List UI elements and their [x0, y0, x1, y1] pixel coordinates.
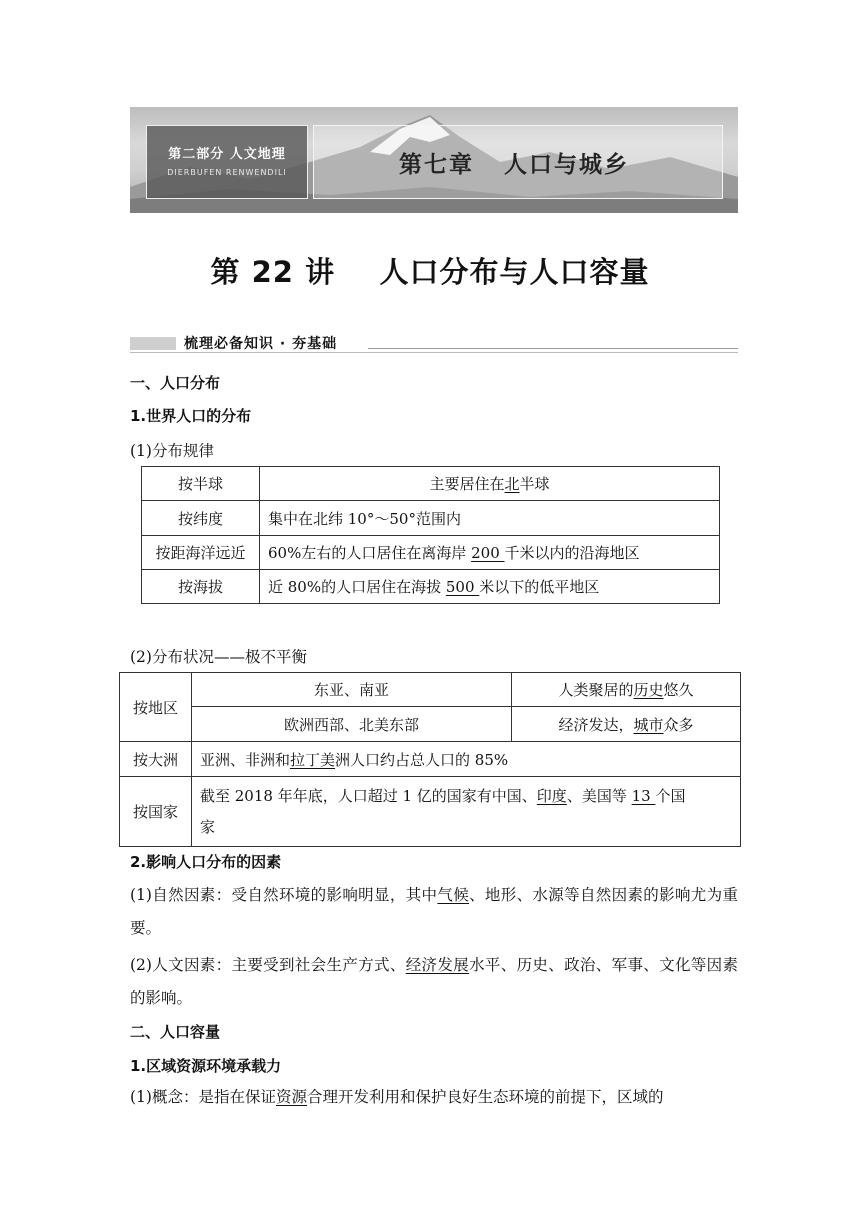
row-label: 按距海洋远近: [142, 536, 260, 570]
row-value: 集中在北纬 10°～50°范围内: [260, 501, 720, 536]
heading-world-distribution: 1.世界人口的分布: [130, 407, 252, 425]
lecture-title: 第 22 讲 人口分布与人口容量: [210, 255, 650, 289]
region-note: 经济发达，城市众多: [512, 707, 741, 742]
section-marker: [130, 337, 176, 350]
section-header: [130, 336, 738, 354]
table-row: [120, 673, 741, 707]
chapter-banner: [130, 107, 738, 213]
subheading-status: (2)分布状况——极不平衡: [130, 648, 307, 666]
table-row: [142, 570, 720, 604]
table-row: [142, 501, 720, 536]
heading-carrying-capacity: 1.区域资源环境承载力: [130, 1057, 282, 1075]
subheading-rules: (1)分布规律: [130, 442, 214, 460]
row-label: 按半球: [142, 467, 260, 501]
heading-distribution: 一、人口分布: [130, 374, 221, 392]
row-label: 按国家: [120, 777, 192, 847]
section-divider-lower: [130, 352, 738, 353]
human-factors-paragraph: (2)人文因素：主要受到社会生产方式、经济发展水平、历史、政治、军事、文化等因素的影响。: [130, 956, 738, 1007]
table-row: [120, 707, 741, 742]
row-value: 60%左右的人口居住在离海岸 200 千米以内的沿海地区: [260, 536, 720, 570]
row-value: 近 80%的人口居住在海拔 500 米以下的低平地区: [260, 570, 720, 604]
part-title: 第二部分 人文地理: [168, 147, 286, 162]
table-row: [142, 467, 720, 501]
concept-paragraph: (1)概念：是指在保证资源合理开发利用和保护良好生态环境的前提下，区域的: [130, 1088, 664, 1106]
section-header-text: 梳理必备知识 · 夯基础: [184, 336, 338, 352]
row-label: 按地区: [120, 673, 192, 742]
chapter-title: 第七章 人口与城乡: [399, 152, 630, 178]
row-value: 亚洲、非洲和拉丁美洲人口约占总人口的 85%: [192, 742, 741, 777]
distribution-status-table: [119, 672, 741, 847]
distribution-rules-table: [141, 466, 720, 604]
region-cell: 欧洲西部、北美东部: [192, 707, 512, 742]
row-value: 截至 2018 年年底，人口超过 1 亿的国家有中国、印度、美国等 13 个国 家: [192, 777, 741, 847]
section-divider: [368, 348, 738, 349]
row-label: 按纬度: [142, 501, 260, 536]
region-cell: 东亚、南亚: [192, 673, 512, 707]
table-row: [120, 742, 741, 777]
region-note: 人类聚居的历史悠久: [512, 673, 741, 707]
table-row: [142, 536, 720, 570]
row-label: 按海拔: [142, 570, 260, 604]
heading-capacity: 二、人口容量: [130, 1023, 221, 1041]
chapter-box: [313, 125, 723, 199]
row-label: 按大洲: [120, 742, 192, 777]
natural-factors-paragraph: (1)自然因素：受自然环境的影响明显，其中气候、地形、水源等自然因素的影响尤为重要。: [130, 886, 738, 937]
heading-factors: 2.影响人口分布的因素: [130, 853, 282, 871]
row-value: 主要居住在北半球: [260, 467, 720, 501]
part-pinyin: DIERBUFEN RENWENDILI: [167, 168, 287, 177]
table-row: [120, 777, 741, 847]
part-label-box: [146, 125, 308, 199]
